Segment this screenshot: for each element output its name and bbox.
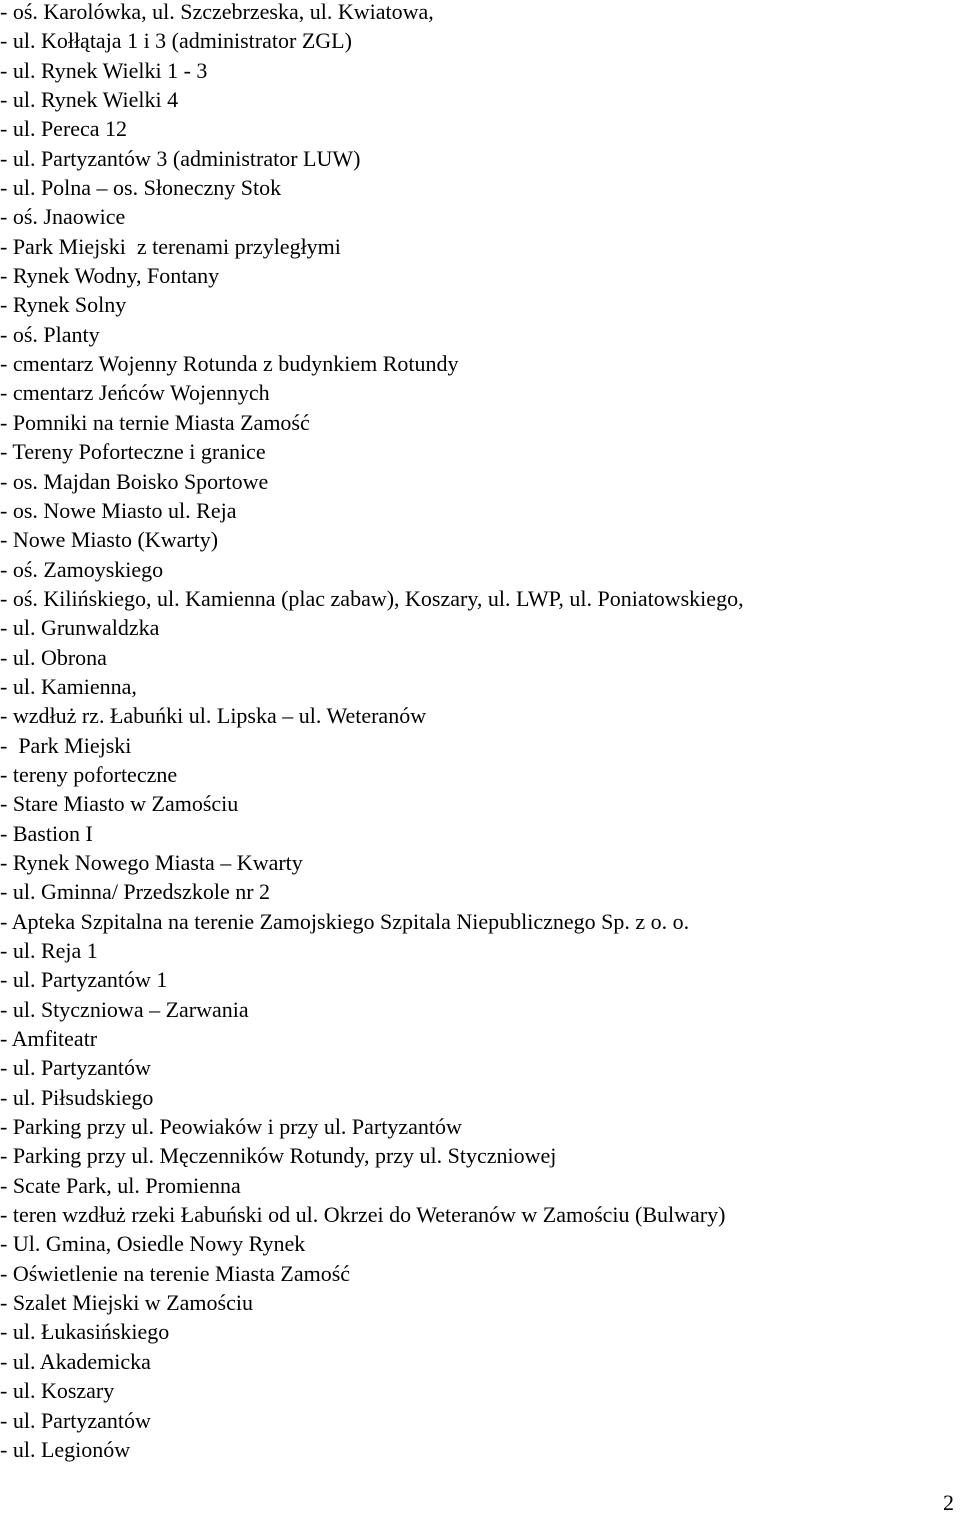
list-item: - Rynek Nowego Miasta – Kwarty <box>0 849 303 875</box>
list-item: - os. Majdan Boisko Sportowe <box>0 468 269 494</box>
list-item: - ul. Grunwaldzka <box>0 615 160 641</box>
list-item: - ul. Gminna/ Przedszkole nr 2 <box>0 879 271 905</box>
list-item: - cmentarz Jeńców Wojennych <box>0 380 270 406</box>
list-item: - cmentarz Wojenny Rotunda z budynkiem Rotundy <box>0 351 459 377</box>
list-item: - ul. Legionów <box>0 1436 131 1462</box>
list-item: - os. Nowe Miasto ul. Reja <box>0 497 237 523</box>
list-item: - ul. Rynek Wielki 1 - 3 <box>0 57 208 83</box>
list-item: - oś. Karolówka, ul. Szczebrzeska, ul. Kwiatowa, <box>0 0 434 24</box>
list-item: - Pomniki na ternie Miasta Zamość <box>0 409 310 435</box>
list-item: - ul. Pereca 12 <box>0 116 128 142</box>
list-item: - ul. Partyzantów 1 <box>0 967 168 993</box>
list-item: - Szalet Miejski w Zamościu <box>0 1290 253 1316</box>
list-item: - tereny poforteczne <box>0 761 178 787</box>
list-item: - ul. Akademicka <box>0 1348 151 1374</box>
list-item: - Scate Park, ul. Promienna <box>0 1172 241 1198</box>
list-item: - Ul. Gmina, Osiedle Nowy Rynek <box>0 1231 306 1257</box>
list-item: - ul. Obrona <box>0 644 107 670</box>
list-item: - Amfiteatr <box>0 1026 98 1052</box>
list-item: - ul. Partyzantów 3 (administrator LUW) <box>0 145 361 171</box>
list-item: - Stare Miasto w Zamościu <box>0 791 239 817</box>
list-item: - Parking przy ul. Męczenników Rotundy, przy ul. Styczniowej <box>0 1143 557 1169</box>
list-item: - Bastion I <box>0 820 93 846</box>
list-item: - Tereny Poforteczne i granice <box>0 439 266 465</box>
list-item: - ul. Kołłątaja 1 i 3 (administrator ZGL) <box>0 28 352 54</box>
list-item: - ul. Partyzantów <box>0 1407 151 1433</box>
list-item: - ul. Rynek Wielki 4 <box>0 87 179 113</box>
list-item: - teren wzdłuż rzeki Łabuński od ul. Okrzei do Weteranów w Zamościu (Bulwary) <box>0 1202 726 1228</box>
list-item: - oś. Jnaowice <box>0 204 126 230</box>
page-number: 2 <box>943 1490 954 1515</box>
list-item: - Rynek Wodny, Fontany <box>0 263 220 289</box>
list-item: - ul. Partyzantów <box>0 1055 151 1081</box>
list-item: - Park Miejski <box>0 732 132 758</box>
list-item: - oś. Zamoyskiego <box>0 556 164 582</box>
list-item: - ul. Reja 1 <box>0 938 98 963</box>
list-item: - wzdłuż rz. Łabuńki ul. Lipska – ul. Weteranów <box>0 703 427 729</box>
list-item: - ul. Kamienna, <box>0 673 137 699</box>
list-item: - Parking przy ul. Peowiaków i przy ul. Partyzantów <box>0 1114 462 1140</box>
list-item: - ul. Polna – os. Słoneczny Stok <box>0 175 282 201</box>
list-item: - Rynek Solny <box>0 292 127 318</box>
list-item: - ul. Styczniowa – Zarwania <box>0 996 249 1022</box>
list-item: - Nowe Miasto (Kwarty) <box>0 527 219 553</box>
list-item: - Oświetlenie na terenie Miasta Zamość <box>0 1260 351 1286</box>
list-item: - Apteka Szpitalna na terenie Zamojskiego Szpitala Niepublicznego Sp. z o. o. <box>0 908 690 934</box>
list-item: - Park Miejski z terenami przyległymi <box>0 233 341 259</box>
list-item: - oś. Planty <box>0 321 100 347</box>
list-item: - ul. Koszary <box>0 1378 115 1404</box>
list-item: - ul. Piłsudskiego <box>0 1084 154 1110</box>
list-item: - oś. Kilińskiego, ul. Kamienna (plac zabaw), Koszary, ul. LWP, ul. Poniatowskiego, <box>0 585 744 611</box>
list-item: - ul. Łukasińskiego <box>0 1319 170 1345</box>
